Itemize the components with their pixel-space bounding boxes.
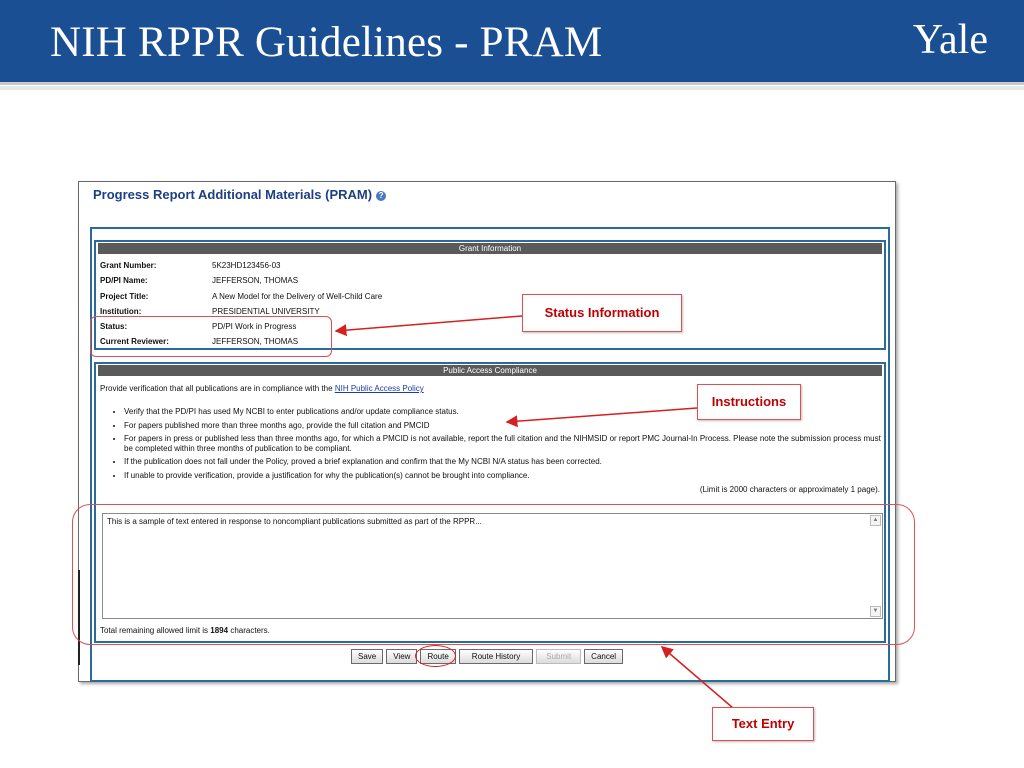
institution-label: Institution: [100, 307, 142, 316]
compliance-intro [100, 384, 424, 393]
remaining-suffix: characters. [230, 626, 270, 635]
route-button-highlight-circle [415, 645, 456, 667]
grant-number-row [100, 261, 281, 270]
view-button[interactable]: View [386, 649, 417, 664]
character-limit-note: (Limit is 2000 characters or approximately 1 page). [699, 485, 880, 494]
slide-title: NIH RPPR Guidelines - PRAM [50, 19, 603, 66]
list-item: • If unable to provide verification, provide a justification for why the publication(s) cannot be brought into compliance. [124, 471, 884, 481]
remaining-count: 1894 [210, 626, 229, 635]
pdpi-name-label: PD/PI Name: [100, 276, 148, 285]
list-item: • Verify that the PD/PI has used My NCBI to enter publications and/or update compliance status. [124, 407, 884, 417]
list-item: • For papers in press or published less than three months ago, for which a PMCID is not available, report the full citation and the NIHMSID or report PMC Journal-In Process. Please note the submission process must be completed within three months of publication to be compliant. [124, 434, 884, 453]
project-title-label: Project Title: [100, 292, 149, 301]
nih-public-access-policy-link[interactable]: NIH Public Access Policy [334, 384, 424, 393]
pdpi-name-value: JEFFERSON, THOMAS [212, 276, 299, 285]
status-value: PD/PI Work in Progress [212, 322, 297, 331]
text-entry-highlight-outline [72, 504, 915, 645]
grant-number-value: 5K23HD123456-03 [212, 261, 281, 270]
save-button[interactable]: Save [351, 649, 383, 664]
compliance-text-value: This is a sample of text entered in response to noncompliant publications submitted as part of the RPPR... [107, 517, 482, 526]
compliance-intro-text: Provide verification that all publications are in compliance with the [100, 384, 333, 393]
project-title-row [100, 292, 382, 301]
header-divider [0, 86, 1024, 90]
scroll-up-arrow-icon[interactable]: ▲ [870, 515, 881, 526]
institution-value: PRESIDENTIAL UNIVERSITY [212, 307, 320, 316]
text-entry-callout: Text Entry [712, 707, 814, 741]
slide-header [0, 0, 1024, 85]
grant-number-label: Grant Number: [100, 261, 157, 270]
pram-page-title [93, 187, 386, 202]
status-label: Status: [100, 322, 128, 331]
route-history-button[interactable]: Route History [459, 649, 533, 664]
form-button-row [351, 649, 626, 663]
list-item: • For papers published more than three months ago, provide the full citation and PMCID [124, 421, 884, 431]
remaining-prefix: Total remaining allowed limit is [100, 626, 209, 635]
pdpi-name-row [100, 276, 298, 285]
current-reviewer-label: Current Reviewer: [100, 337, 169, 346]
cancel-button[interactable]: Cancel [584, 649, 623, 664]
status-information-callout: Status Information [522, 294, 682, 332]
public-access-compliance-header: Public Access Compliance [98, 365, 882, 376]
institution-row [100, 307, 320, 316]
grant-information-header: Grant Information [98, 243, 882, 254]
status-highlight-outline [90, 316, 332, 357]
route-button[interactable]: Route [420, 649, 455, 664]
list-item: • If the publication does not fall under the Policy, proved a brief explanation and confirm that the My NCBI N/A status has been corrected. [124, 457, 884, 467]
pram-title-text: Progress Report Additional Materials (PRAM) [93, 187, 373, 202]
scroll-down-arrow-icon[interactable]: ▼ [870, 606, 881, 617]
question-circle-icon[interactable]: ? [376, 191, 386, 201]
instructions-callout: Instructions [697, 384, 801, 420]
submit-button[interactable]: Submit [536, 649, 581, 664]
yale-logo: Yale [912, 17, 988, 63]
current-reviewer-value: JEFFERSON, THOMAS [212, 337, 299, 346]
project-title-value: A New Model for the Delivery of Well-Child Care [212, 292, 383, 301]
